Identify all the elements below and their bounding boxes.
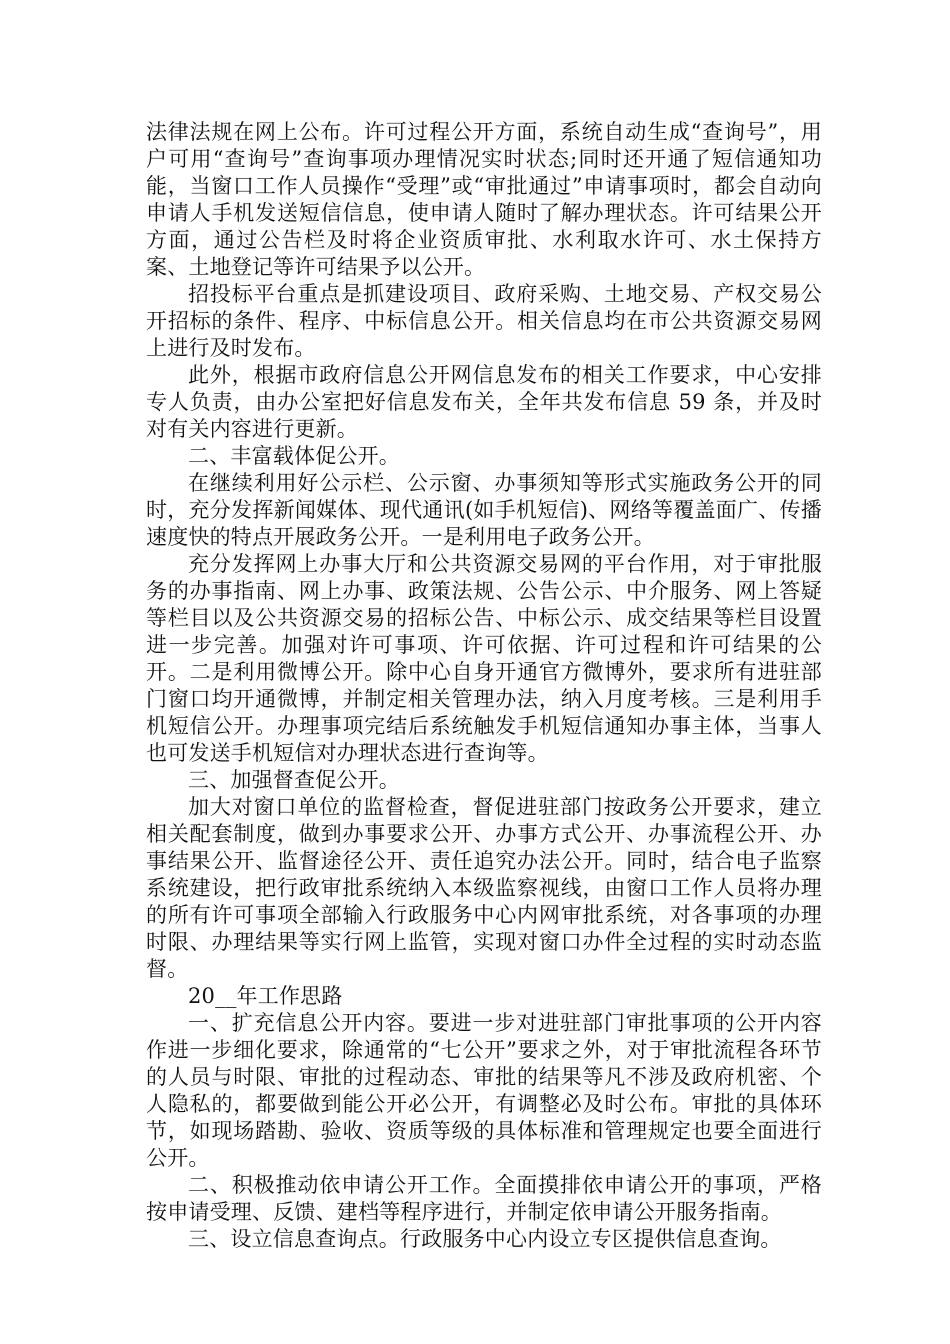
- paragraph-info-query-point: 三、设立信息查询点。行政服务中心内设立专区提供信息查询。: [188, 1227, 782, 1251]
- document-body: [146, 119, 822, 1253]
- section-heading-supervision: 三、加强督查促公开。: [188, 768, 400, 792]
- paragraph-online-platform: 充分发挥网上办事大厅和公共资源交易网的平台作用，对于审批服务的办事指南、网上办事、政策法规、公告公示、中介服务、网上答疑等栏目以及公共资源交易的招标公告、中标公示、成交结果等栏目设置进一步完善。加强对许可事项、许可依据、许可过程和许可结果的公开。二是利用微博公开。除中心自身开通官方微博外，要求所有进驻部门窗口均开通微博，并制定相关管理办法，纳入月度考核。三是利用手机短信公开。办理事项完结后系统触发手机短信通知办事主体，当事人也可发送手机短信对办理状态进行查询等。: [146, 552, 822, 765]
- paragraph-license-process: 法律法规在网上公布。许可过程公开方面，系统自动生成“查询号”，用户可用“查询号”查询事项办理情况实时状态;同时还开通了短信通知功能，当窗口工作人员操作“受理”或“审批通过”申请事项时，都会自动向申请人手机发送短信信息，使申请人随时了解办理状态。许可结果公开方面，通过公告栏及时将企业资质审批、水利取水许可、水土保持方案、土地登记等许可结果予以公开。: [146, 120, 822, 279]
- paragraph-expand-disclosure: 一、扩充信息公开内容。要进一步对进驻部门审批事项的公开内容作进一步细化要求，除通常的“七公开”要求之外，对于审批流程各环节的人员与时限、审批的过程动态、审批的结果等凡不涉及政府机密、个人隐私的，都要做到能公开必公开，有调整必及时公布。审批的具体环节，如现场踏勘、验收、资质等级的具体标准和管理规定也要全面进行公开。: [146, 1011, 822, 1170]
- section-heading-carriers: 二、丰富载体促公开。: [188, 444, 400, 468]
- paragraph-bidding-platform: 招投标平台重点是抓建设项目、政府采购、土地交易、产权交易公开招标的条件、程序、中标信息公开。相关信息均在市公共资源交易网上进行及时发布。: [146, 282, 822, 360]
- paragraph-application-disclosure: 二、积极推动依申请公开工作。全面摸排依申请公开的事项，严格按申请受理、反馈、建档等程序进行，并制定依申请公开服务指南。: [146, 1173, 822, 1224]
- paragraph-info-release: 此外，根据市政府信息公开网信息发布的相关工作要求，中心安排专人负责，由办公室把好信息发布关，全年共发布信息 59 条，并及时对有关内容进行更新。: [146, 363, 822, 441]
- section-heading-work-plan: 20__年工作思路: [188, 984, 343, 1008]
- paragraph-media-channels: 在继续利用好公示栏、公示窗、办事须知等形式实施政务公开的同时，充分发挥新闻媒体、现代通讯(如手机短信)、网络等覆盖面广、传播速度快的特点开展政务公开。一是利用电子政务公开。: [146, 471, 822, 549]
- paragraph-supervision: 加大对窗口单位的监督检查，督促进驻部门按政务公开要求，建立相关配套制度，做到办事要求公开、办事方式公开、办事流程公开、办事结果公开、监督途径公开、责任追究办法公开。同时，结合电子监察系统建设，把行政审批系统纳入本级监察视线，由窗口工作人员将办理的所有许可事项全部输入行政服务中心内网审批系统，对各事项的办理时限、办理结果等实行网上监管，实现对窗口办件全过程的实时动态监督。: [146, 795, 822, 981]
